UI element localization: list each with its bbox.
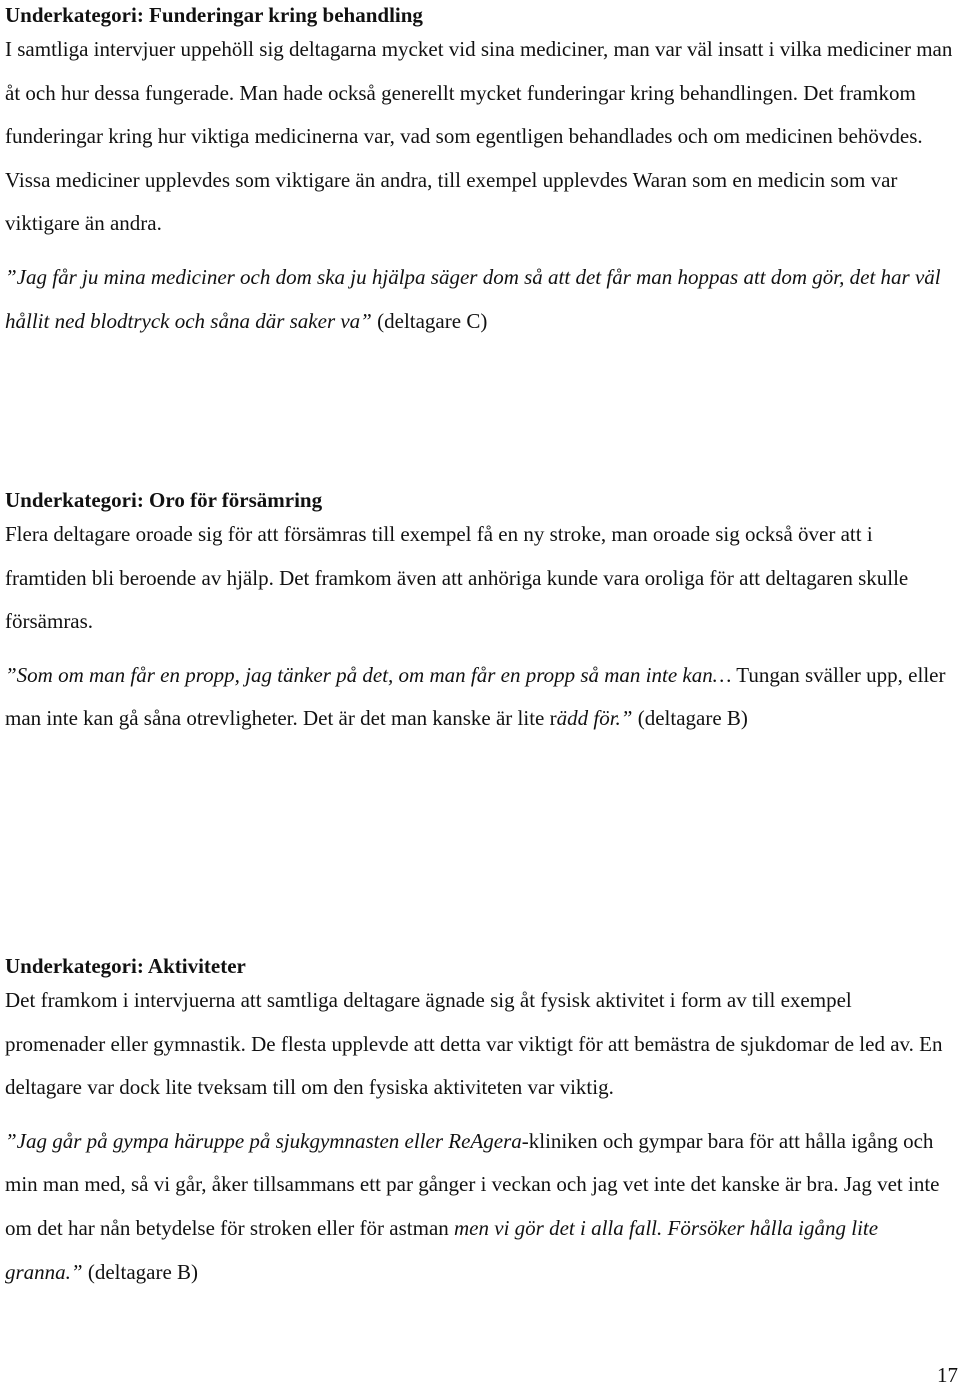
quote-text: Tungan sväller upp, eller man inte kan gå såna otrevligheter. Det är det man kanske är lite r [5,662,946,731]
subheading-funderingar: Underkategori: Funderingar kring behandling [5,3,423,27]
quote-funderingar [5,256,955,343]
paragraph-aktiviteter: Det framkom i intervjuerna att samtliga deltagare ägnade sig åt fysisk aktivitet i form av till exempel promenader eller gymnastik. De flesta upplevde att detta var viktigt för att bemästra de sjukdomar de led av. En deltagare var dock lite tveksam till om den fysiska aktiviteten var viktig. [5,988,943,1100]
quote-oro [5,654,955,741]
page-number: 17 [937,1363,958,1387]
quote-aktiviteter [5,1120,955,1294]
subheading-oro: Underkategori: Oro för försämring [5,488,323,512]
quote-italic: men vi gör det i alla fall. Försöker hålla igång lite granna.” [5,1215,879,1284]
quote-text: -kliniken och gympar bara för att hålla igång och min man med, så vi går, åker tillsammans ett par gånger i veckan och jag vet inte det kanske är bra. Jag vet inte om det har nån betydelse för stroken eller för astman [5,1128,940,1240]
quote-source: (deltagare B) [82,1259,199,1284]
quote-italic: ”Jag får ju mina mediciner och dom ska ju hjälpa säger dom så att det får man hoppas att dom gör, det har väl hållit ned blodtryck och såna där saker va” [5,264,941,333]
quote-italic: ”Jag går på gympa häruppe på sjukgymnasten eller ReAgera [5,1128,522,1153]
paragraph-oro: Flera deltagare oroade sig för att försämras till exempel få en ny stroke, man oroade sig också över att i framtiden bli beroende av hjälp. Det framkom även att anhöriga kunde vara oroliga för att deltagaren skulle försämras. [5,522,909,634]
quote-italic: ”Som om man får en propp, jag tänker på det, om man får en propp så man inte kan… [5,662,732,687]
quote-source: (deltagare B) [632,706,748,731]
quote-italic: ädd för.” [556,706,633,731]
section-funderingar [5,0,955,343]
subheading-aktiviteter: Underkategori: Aktiviteter [5,954,246,978]
section-oro [5,485,955,741]
quote-source: (deltagare C) [371,308,488,333]
section-aktiviteter [5,951,955,1294]
paragraph-funderingar: I samtliga intervjuer uppehöll sig deltagarna mycket vid sina mediciner, man var väl insatt i vilka mediciner man åt och hur dessa fungerade. Man hade också generellt mycket funderingar kring behandlingen. Det framkom funderingar kring hur viktiga medicinerna var, vad som egentligen behandlades och om medicinen behövdes. Vissa mediciner upplevdes som viktigare än andra, till exempel upplevdes Waran som en medicin som var viktigare än andra. [5,37,953,236]
